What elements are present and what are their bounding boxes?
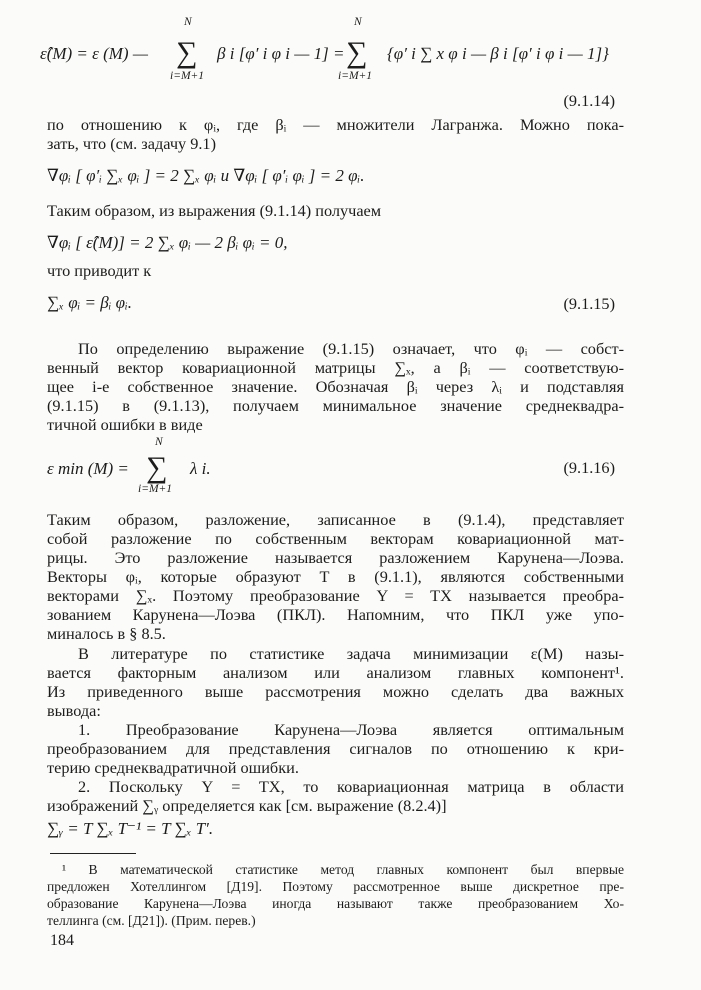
footnote-line: образование Карунена—Лоэва иногда называют также преобразованием Хо- bbox=[47, 896, 624, 911]
list-item-line: 2. Поскольку Y = TX, то ковариационная матрица в области bbox=[78, 777, 624, 796]
eq-9-1-14-sum1-bottom: i=M+1 bbox=[170, 70, 205, 82]
eq-9-1-16-sum-bottom: i=M+1 bbox=[138, 483, 173, 495]
eq-9-1-16-body: λ i. bbox=[190, 459, 211, 478]
paragraph-line: щее i-е собственное значение. Обозначая βᵢ через λᵢ и подставляя bbox=[47, 377, 624, 396]
paragraph-line: (9.1.15) в (9.1.13), получаем минимальное значение среднеквадра- bbox=[47, 396, 624, 415]
paragraph-line: вается факторным анализом или анализом главных компонент¹. bbox=[47, 663, 624, 682]
eq-9-1-14-number: (9.1.14) bbox=[563, 91, 615, 110]
eq-9-1-16-sum-top: N bbox=[155, 436, 163, 448]
eq-9-1-14-sum2-bottom: i=M+1 bbox=[338, 70, 373, 82]
footnote-line: ¹ В математической статистике метод главных компонент был впервые bbox=[62, 862, 624, 877]
eq-9-1-14-lhs: ε̂(M) = ε (M) — bbox=[40, 44, 148, 63]
text-line: что приводит к bbox=[47, 261, 152, 280]
text-line: зать, что (см. задачу 9.1) bbox=[47, 134, 216, 153]
paragraph-line: венный вектор ковариационной матрицы ∑ₓ, а βᵢ — соответствую- bbox=[47, 358, 624, 377]
paragraph-line: тичной ошибки в виде bbox=[47, 415, 203, 434]
paragraph-line: Из приведенного выше рассмотрения можно сделать два важных bbox=[47, 682, 624, 701]
paragraph-line: вывода: bbox=[47, 701, 101, 720]
text-line: Таким образом, из выражения (9.1.14) получаем bbox=[47, 201, 382, 220]
list-item-line: 1. Преобразование Карунена—Лоэва является оптимальным bbox=[78, 720, 624, 739]
footnote-line: предложен Хотеллингом [Д19]. Поэтому рассмотренное выше дискретное пре- bbox=[47, 879, 624, 894]
eq-9-1-14-body1: β i [φ′ i φ i — 1] = bbox=[217, 44, 345, 63]
eq-9-1-14-body2: {φ′ i ∑ x φ i — β i [φ′ i φ i — 1]} bbox=[387, 44, 609, 63]
paragraph-line: По определению выражение (9.1.15) означает, что φᵢ — собст- bbox=[78, 339, 624, 358]
paragraph-line: векторами ∑ₓ. Поэтому преобразование Y = TX называется преобра- bbox=[47, 586, 624, 605]
paragraph-line: собой разложение по собственным векторам ковариационной мат- bbox=[47, 529, 624, 548]
paragraph-line: рицы. Это разложение называется разложением Карунена—Лоэва. bbox=[47, 548, 624, 567]
equation-covariance: ∑ᵧ = T ∑ₓ T⁻¹ = T ∑ₓ T′. bbox=[47, 819, 214, 838]
page-number: 184 bbox=[50, 932, 74, 949]
sum-icon: ∑ bbox=[346, 36, 368, 69]
paragraph-line: Таким образом, разложение, записанное в (9.1.4), представляет bbox=[47, 510, 624, 529]
eq-9-1-14-sum1-top: N bbox=[184, 16, 192, 28]
footnote-line: теллинга (см. [Д21]). (Прим. перев.) bbox=[47, 913, 256, 928]
sum-icon: ∑ bbox=[146, 451, 168, 484]
paragraph-line: Векторы φᵢ, которые образуют T в (9.1.1), являются собственными bbox=[47, 567, 624, 586]
eq-9-1-14-sum2-top: N bbox=[354, 16, 362, 28]
text-line: по отношению к φᵢ, где βᵢ — множители Лагранжа. Можно пока- bbox=[47, 115, 624, 134]
sum-icon: ∑ bbox=[176, 36, 198, 69]
list-item-line: преобразованием для представления сигналов по отношению к кри- bbox=[47, 739, 624, 758]
eq-9-1-16-lhs: ε min (M) = bbox=[47, 459, 129, 478]
equation-gradient-2: ∇φᵢ [ ε̂(M)] = 2 ∑ₓ φᵢ — 2 βᵢ φᵢ = 0, bbox=[47, 233, 288, 252]
eq-9-1-16-number: (9.1.16) bbox=[563, 458, 615, 477]
equation-gradient-1: ∇φᵢ [ φ′ᵢ ∑ₓ φᵢ ] = 2 ∑ₓ φᵢ и ∇φᵢ [ φ′ᵢ φᵢ ] = 2 φᵢ. bbox=[47, 166, 365, 185]
equation-9-1-15: ∑ₓ φᵢ = βᵢ φᵢ. bbox=[47, 293, 133, 312]
paragraph-line: В литературе по статистике задача минимизации ε(M) назы- bbox=[78, 644, 624, 663]
footnote-rule bbox=[50, 853, 136, 854]
list-item-line: терию среднеквадратичной ошибки. bbox=[47, 758, 299, 777]
eq-9-1-15-number: (9.1.15) bbox=[563, 294, 615, 313]
list-item-line: изображений ∑ᵧ определяется как [см. выражение (8.2.4)] bbox=[47, 796, 447, 815]
paragraph-line: миналось в § 8.5. bbox=[47, 624, 166, 643]
paragraph-line: зованием Карунена—Лоэва (ПКЛ). Напомним, что ПКЛ уже упо- bbox=[47, 605, 624, 624]
